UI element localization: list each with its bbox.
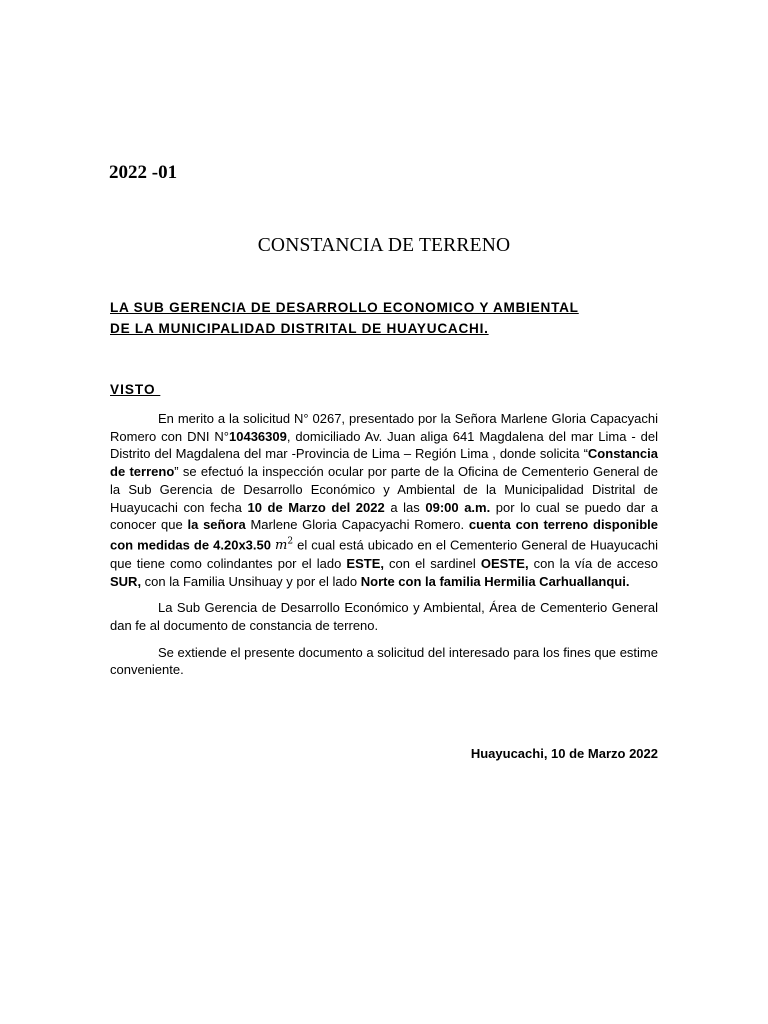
p1-text-8: con el sardinel xyxy=(383,555,481,571)
inspection-date: 10 de Marzo del 2022 xyxy=(247,499,385,515)
unit-exponent: 2 xyxy=(287,536,294,547)
document-number: 2022 -01 xyxy=(109,162,178,183)
section-heading-visto: VISTO xyxy=(110,382,161,397)
p1-text-1: En merito a la solicitud N° 0267, presentado por la Señora Marlene Gloria Capacyachi Romero con DNI N° xyxy=(110,411,658,444)
paragraph-inspection xyxy=(110,410,658,590)
unit-base: m xyxy=(275,538,288,554)
terrain-measures: cuenta con terreno disponible con medidas de 4.20x3.50 xyxy=(110,517,658,553)
dni-number: 10436309 xyxy=(229,428,287,444)
p1-text-4: a las xyxy=(384,499,426,515)
inspection-time: 09:00 a.m. xyxy=(425,499,491,515)
request-type: Constancia de terreno xyxy=(110,446,658,480)
p1-text-6: Marlene Gloria Capacyachi Romero. xyxy=(245,517,469,533)
la-senora: la señora xyxy=(187,517,246,533)
issuer-line-1: LA SUB GERENCIA DE DESARROLLO ECONOMICO Y AMBIENTAL xyxy=(110,300,579,315)
p1-text-3: ” se efectuó la inspección ocular por parte de la Oficina de Cementerio General de la Sub Gerencia de Desarrollo Económico y Ambiental de la Municipalidad Distrital de Huayucachi con fecha xyxy=(110,464,658,515)
p1-text-7: el cual está ubicado en el Cementerio General de Huayucachi que tiene como colindantes por el lado xyxy=(110,537,658,571)
document-body xyxy=(110,410,658,688)
p1-text-2: , domiciliado Av. Juan aliga 641 Magdalena del mar Lima - del Distrito del Magdalena del mar -Provincia de Lima – Región Lima , donde solicita “ xyxy=(110,428,658,462)
boundary-este: ESTE, xyxy=(346,555,384,571)
issuer-line-2: DE LA MUNICIPALIDAD DISTRITAL DE HUAYUCACHI. xyxy=(110,321,489,336)
place-and-date: Huayucachi, 10 de Marzo 2022 xyxy=(470,746,658,761)
boundary-norte: Norte con la familia Hermilia Carhuallanqui. xyxy=(360,573,630,589)
paragraph-attestation: La Sub Gerencia de Desarrollo Económico y Ambiental, Área de Cementerio General dan fe al documento de constancia de terreno. xyxy=(110,600,658,634)
p1-text-10: con la Familia Unsihuay y por el lado xyxy=(141,573,361,589)
p1-text-5: por lo cual se puedo dar a conocer que xyxy=(110,499,659,533)
document-title: CONSTANCIA DE TERRENO xyxy=(257,235,511,256)
paragraph-closing: Se extiende el presente documento a solicitud del interesado para los fines que estime conveniente. xyxy=(110,644,658,678)
boundary-oeste: OESTE, xyxy=(480,555,529,571)
issuer-heading xyxy=(110,297,658,339)
p1-text-9: con la vía de acceso xyxy=(528,555,658,571)
square-meter-unit xyxy=(275,538,293,553)
boundary-sur: SUR, xyxy=(110,573,142,589)
